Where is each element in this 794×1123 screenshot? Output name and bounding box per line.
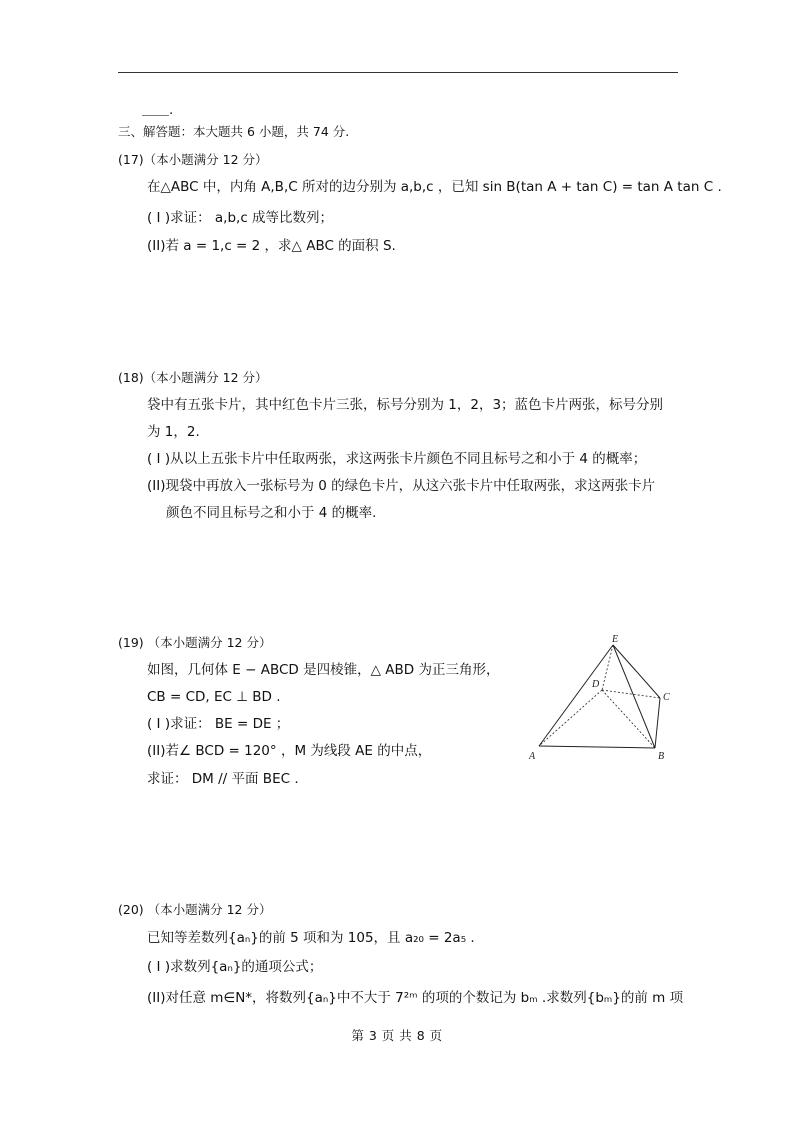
q17-part1: ( I )求证： a,b,c 成等比数列； — [147, 210, 334, 226]
label-C: C — [663, 692, 670, 703]
edge-AB — [539, 746, 655, 748]
q17-heading: (17)（本小题满分 12 分） — [118, 152, 268, 167]
edge-DA — [539, 690, 602, 746]
q18-part1: ( I )从以上五张卡片中任取两张，求这两张卡片颜色不同且标号之和小于 4 的概率； — [147, 451, 647, 467]
q19-part2-line1: (II)若∠ BCD = 120° ，M 为线段 AE 的中点， — [147, 743, 432, 759]
edge-CB — [655, 698, 660, 748]
q19-heading: (19) （本小题满分 12 分） — [118, 635, 272, 650]
q18-heading: (18)（本小题满分 12 分） — [118, 370, 268, 385]
label-E: E — [612, 634, 619, 645]
label-A: A — [529, 751, 536, 762]
edge-DB — [602, 690, 655, 748]
edge-EC — [613, 645, 660, 698]
edge-EB — [613, 645, 655, 748]
section-title: 三、解答题：本大题共 6 小题，共 74 分. — [118, 124, 350, 139]
edge-EA — [539, 645, 613, 746]
q17-part2: (II)若 a = 1,c = 2 ，求△ ABC 的面积 S. — [147, 238, 396, 254]
q18-stem-line2: 为 1，2. — [147, 424, 200, 440]
q20-stem: 已知等差数列{aₙ}的前 5 项和为 105，且 a₂₀ = 2a₅ . — [147, 930, 475, 946]
q18-stem-line1: 袋中有五张卡片，其中红色卡片三张，标号分别为 1，2，3；蓝色卡片两张，标号分别 — [147, 397, 664, 413]
q20-part2: (II)对任意 m∈N*，将数列{aₙ}中不大于 7²ᵐ 的项的个数记为 bₘ .求数列{bₘ}的前 m 项 — [147, 990, 684, 1006]
q17-stem: 在△ABC 中，内角 A,B,C 所对的边分别为 a,b,c ，已知 sin B(tan A + tan C) = tan A tan C . — [147, 179, 722, 195]
q18-part2-line1: (II)现袋中再放入一张标号为 0 的绿色卡片，从这六张卡片中任取两张，求这两张卡片 — [147, 478, 656, 494]
label-B: B — [658, 751, 665, 762]
q20-heading: (20) （本小题满分 12 分） — [118, 902, 272, 917]
q20-part1: ( I )求数列{aₙ}的通项公式； — [147, 959, 323, 975]
q19-stem-line2: CB = CD, EC ⊥ BD . — [147, 689, 281, 705]
q18-part2-line2: 颜色不同且标号之和小于 4 的概率. — [166, 505, 377, 521]
q19-stem-line1: 如图，几何体 E − ABCD 是四棱锥，△ ABD 为正三角形， — [147, 662, 500, 678]
page-number: 第 3 页 共 8 页 — [351, 1028, 443, 1043]
previous-answer-blank: ＿＿. — [142, 102, 174, 118]
q19-part2-line2: 求证： DM // 平面 BEC . — [147, 771, 299, 787]
label-D: D — [592, 679, 600, 690]
q19-part1: ( I )求证： BE = DE ； — [147, 716, 290, 732]
edge-DC — [602, 690, 660, 698]
pyramid-figure — [520, 628, 680, 768]
header-rule — [118, 72, 678, 73]
